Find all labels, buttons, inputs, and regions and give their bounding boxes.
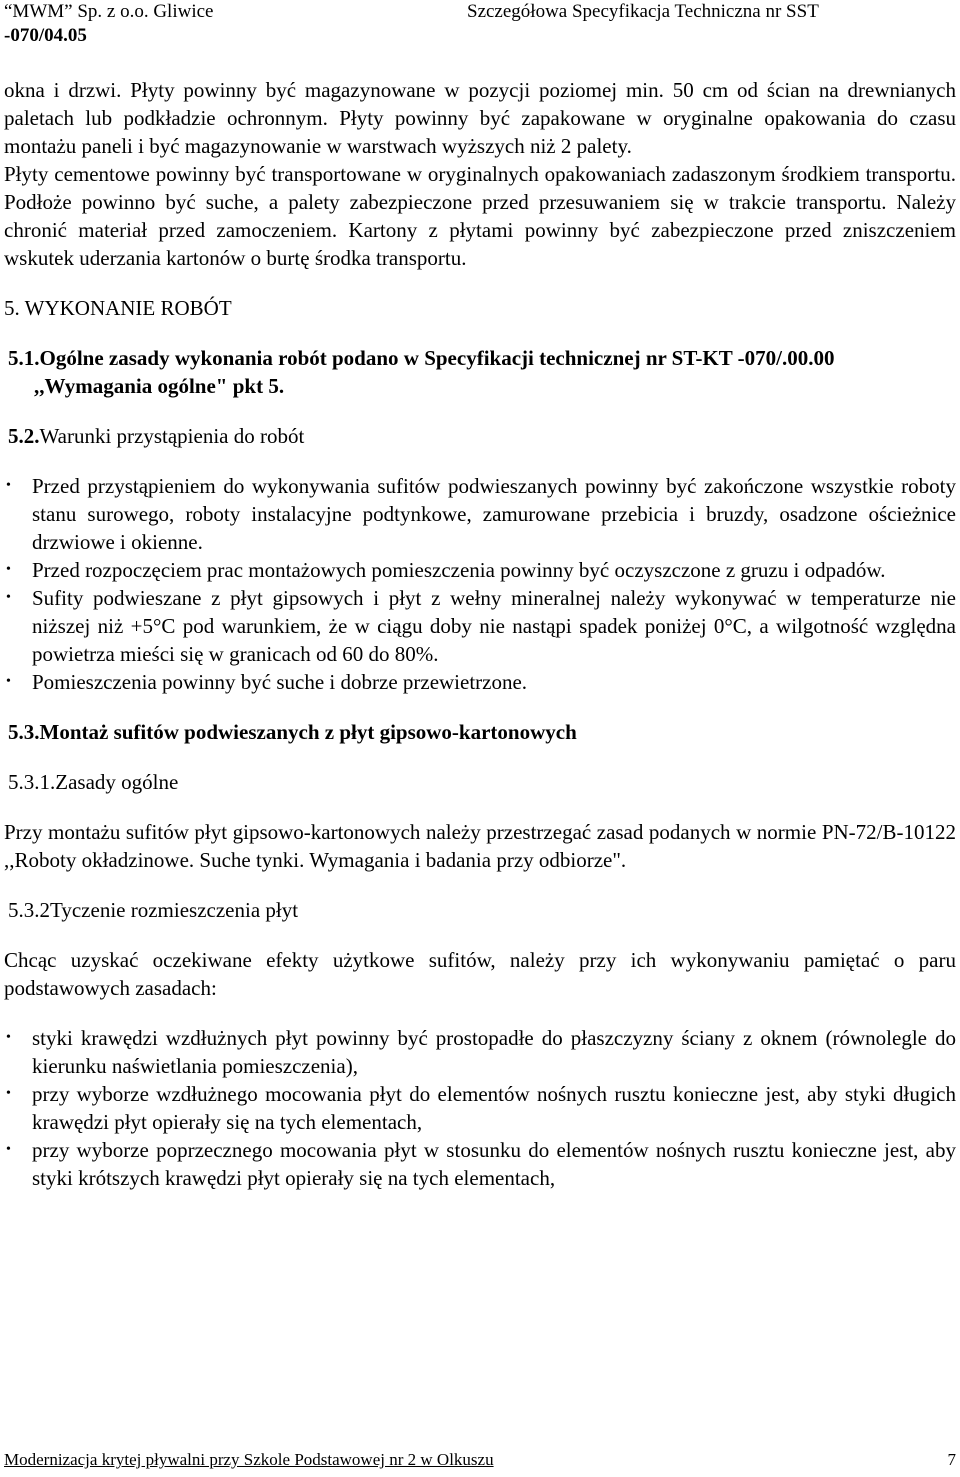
section-5-3-text: Montaż sufitów podwieszanych z płyt gipsowo-kartonowych [39,720,577,744]
intro-paragraph-transport: Płyty cementowe powinny być transportowane w oryginalnych opakowaniach zadaszonym środkiem transportu. Podłoże powinno być suche, a palety zabezpieczone przed przesuwaniem się w trakcie transportu. Należy chronić materiał przed zamoczeniem. Kartony z płytami powinny być zabezpieczone przed zniszczeniem wskutek uderzania kartonów o burtę środka transportu. [4,162,956,270]
section-5-1-number: 5.1. [8,346,40,370]
section-5-2-text: Warunki przystąpienia do robót [39,424,305,448]
section-5-1-heading [4,344,956,400]
section-5-heading [4,294,956,322]
section-5-2-list [4,472,956,696]
list-item: • Przed przystąpieniem do wykonywania sufitów podwieszanych powinny być zakończone wszystkie roboty stanu surowego, roboty instalacyjne podtynkowe, zamurowane przebicia i bruzdy, osadzone ościeżnice drzwiowe i okienne. [4,472,956,556]
list-item: • Przed rozpoczęciem prac montażowych pomieszczenia powinny być oczyszczone z gruzu i odpadów. [4,556,956,584]
section-5-3-number: 5.3. [8,720,40,744]
section-5-3-1-heading: 5.3.1.Zasady ogólne [8,770,179,794]
section-5-3-2-list [4,1024,956,1192]
footer-project-title: Modernizacja krytej pływalni przy Szkole Podstawowej nr 2 w Olkuszu [4,1450,494,1469]
section-5-2-number: 5.2. [8,424,40,448]
page-footer [4,1449,956,1471]
list-item: • styki krawędzi wzdłużnych płyt powinny być prostopadłe do płaszczyzny ściany z oknem (równolegle do kierunku naświetlania pomieszczenia), [4,1024,956,1080]
section-5-2-heading [4,422,956,450]
page-number: 7 [947,1450,956,1469]
section-5-3-2-paragraph: Chcąc uzyskać oczekiwane efekty użytkowe sufitów, należy przy ich wykonywaniu pamiętać o paru podstawowych zasadach: [4,948,956,1000]
section-5-3-2-heading: 5.3.2Tyczenie rozmieszczenia płyt [8,898,299,922]
list-item: • przy wyborze poprzecznego mocowania płyt w stosunku do elementów nośnych rusztu konieczne jest, aby styki krótszych krawędzi płyt opierały się na tych elementach, [4,1136,956,1192]
list-item: • Pomieszczenia powinny być suche i dobrze przewietrzone. [4,668,956,696]
header-spec-title: Szczegółowa Specyfikacja Techniczna nr SST [467,1,819,22]
section-5-3-heading [4,718,956,746]
section-5-1-text: Ogólne zasady wykonania robót podano w Specyfikacji technicznej nr ST-KT -070/.00.00 ,,Wymagania ogólne" pkt 5. [34,346,835,398]
header-spec-number: -070/04.05 [4,25,87,46]
list-item: • przy wyborze wzdłużnego mocowania płyt do elementów nośnych rusztu konieczne jest, aby styki długich krawędzi płyt opierały się na tych elementach, [4,1080,956,1136]
header-company: “MWM” Sp. z o.o. Gliwice [4,1,214,22]
document-body [4,76,956,1192]
section-5-3-1-paragraph: Przy montażu sufitów płyt gipsowo-kartonowych należy przestrzegać zasad podanych w normie PN-72/B-10122 ,,Roboty okładzinowe. Suche tynki. Wymagania i badania przy odbiorze". [4,820,956,872]
section-5-title: 5. WYKONANIE ROBÓT [4,296,232,320]
list-item: • Sufity podwieszane z płyt gipsowych i płyt z wełny mineralnej należy wykonywać w temperaturze nie niższej niż +5°C pod warunkiem, że w ciągu doby nie nastąpi spadek poniżej 0°C, a wilgotność względna powietrza mieści się w granicach od 60 do 80%. [4,584,956,668]
intro-paragraph-storage: okna i drzwi. Płyty powinny być magazynowane w pozycji poziomej min. 50 cm od ścian na drewnianych paletach lub podkładzie ochronnym. Płyty powinny być zapakowane w oryginalne opakowania do czasu montażu paneli i być magazynowanie w warstwach wyższych niż 2 palety. [4,78,956,158]
